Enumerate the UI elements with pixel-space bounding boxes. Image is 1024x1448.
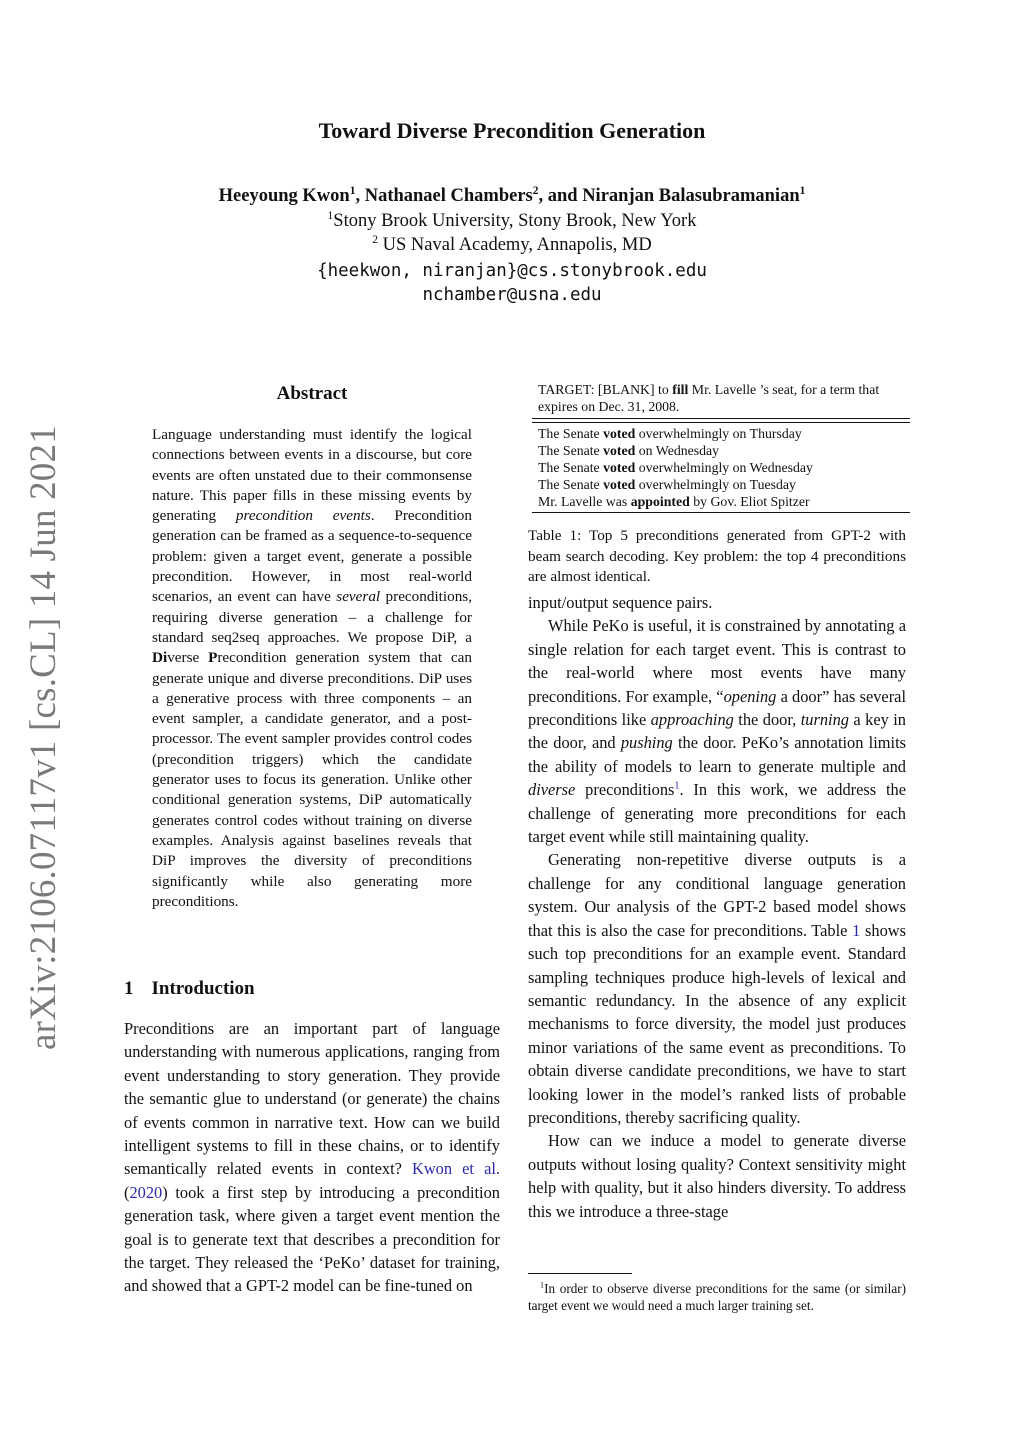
table-bold: fill <box>672 382 689 397</box>
body-emphasis: approaching <box>650 710 734 730</box>
author-separator: , and <box>538 186 583 206</box>
body-emphasis: diverse <box>528 780 576 800</box>
table-text: overwhelmingly on Tuesday <box>635 477 796 492</box>
body-text: shows such top preconditions for an example event. Standard sampling techniques produce high-levels of lexical and semantic redundancy. In the absence of any explicit mechanisms to force diversity, the model just produces minor variations of the same event as preconditions. To obtain diverse candidate preconditions, we have to start looking lower in the model’s ranked lists of probable preconditions, thereby sacrificing quality. <box>528 920 906 1127</box>
table-ref-link[interactable]: 1 <box>852 920 861 940</box>
affiliation-1 <box>0 211 1024 232</box>
body-text: While PeKo is useful, it is constrained by annotating a single relation for each target event. This is contrast to the real-world where most events have many preconditions. For example, “ <box>528 616 906 706</box>
table-text: overwhelmingly on Wednesday <box>635 460 813 475</box>
table-bold: appointed <box>630 494 690 509</box>
table-bold: voted <box>603 460 636 475</box>
abstract-body <box>152 425 472 912</box>
body-emphasis: pushing <box>620 733 673 753</box>
section-title: Introduction <box>151 978 255 999</box>
arxiv-identifier: arXiv:2106.07117v1 [cs.CL] 14 Jun 2021 <box>23 425 64 1050</box>
author-affiliation-mark: 2 <box>532 184 539 197</box>
intro-text: took a first step by introducing a precondition generation task, where given a target event mention the goal is to generate text that describes a precondition for the target. They released the ‘PeKo’ dataset for training, and showed that a GPT-2 model can be fine-tuned on <box>124 1182 500 1296</box>
affiliation-text: Stony Brook University, Stony Brook, New York <box>333 211 697 231</box>
author-email[interactable]: {heekwon, niranjan}@cs.stonybrook.edu <box>317 261 707 281</box>
paper-title: Toward Diverse Precondition Generation <box>318 118 706 143</box>
table-caption: Table 1: Top 5 preconditions generated from GPT-2 with beam search decoding. Key problem: the top 4 preconditions are almost identical. <box>528 527 906 586</box>
body-text: the door, <box>733 710 801 730</box>
citation-paren: ( <box>124 1182 130 1202</box>
table-text: The Senate <box>538 460 604 475</box>
footnote <box>528 1280 906 1314</box>
affiliation-mark: 2 <box>372 233 379 246</box>
table-text: TARGET: [BLANK] to <box>538 382 673 397</box>
right-column-body <box>528 591 906 1223</box>
author-affiliation-mark: 1 <box>799 184 806 197</box>
table-row <box>538 493 904 510</box>
author-name: Heeyoung Kwon <box>218 186 350 206</box>
continued-text: input/output sequence pairs. <box>528 593 713 612</box>
citation-link[interactable]: Kwon et al. <box>412 1159 500 1179</box>
abstract-text: preconditions, requiring diverse generation – a challenge for standard seq2seq approaches. We propose DiP, a <box>152 588 473 646</box>
paragraph <box>528 614 906 848</box>
table-row <box>538 476 904 493</box>
table-text: Mr. Lavelle was <box>538 494 631 509</box>
table-text: The Senate <box>538 443 604 458</box>
abstract-emphasis: precondition events <box>235 507 371 525</box>
table-text: The Senate <box>538 477 604 492</box>
footnote-mark: 1 <box>540 1280 545 1290</box>
section-heading <box>124 978 255 1000</box>
table-text: Mr. Lavelle ’s seat, for a term that expires on Dec. 31, 2008. <box>538 382 880 414</box>
table-row <box>538 425 904 442</box>
abstract-bold: Di <box>152 649 168 667</box>
affiliation-text: US Naval Academy, Annapolis, MD <box>378 235 652 255</box>
section-number: 1 <box>124 978 134 999</box>
body-text: Generating non-repetitive diverse outputs is a challenge for any conditional language generation system. Our analysis of the GPT-2 based model shows that this is also the case for preconditions. Table <box>528 850 906 940</box>
intro-text: Preconditions are an important part of language understanding with numerous applications, ranging from event understanding to story generation. They provide the semantic glue to understand (or generate) the chains of events common in narrative text. How can we build intelligent systems to fill in these chains, or to identify semantically related events in context? <box>124 1019 500 1179</box>
table-1 <box>538 381 904 513</box>
table-row <box>538 459 904 476</box>
footnote-text: In order to observe diverse preconditions for the same (or similar) target event we would need a much larger training set. <box>528 1281 906 1313</box>
author-email[interactable]: nchamber@usna.edu <box>422 285 602 305</box>
body-text: a door” has several preconditions like <box>528 686 906 730</box>
abstract-text: Language understanding must identify the logical connections between events in a discourse, but core events are often unstated due to their commonsense nature. This paper fills in these missing events by generating <box>152 426 472 525</box>
footnote-link[interactable]: 1 <box>674 780 680 792</box>
abstract-bold: P <box>208 649 218 667</box>
affiliation-mark: 1 <box>327 209 334 222</box>
author-list <box>0 186 1024 207</box>
body-text: preconditions <box>575 780 675 800</box>
body-emphasis: turning <box>800 710 849 730</box>
body-text: . In this work, we address the challenge of generating more preconditions for each target event while still maintaining quality. <box>528 780 906 847</box>
author-separator: , <box>355 186 365 206</box>
abstract-heading: Abstract <box>276 383 348 404</box>
table-text: overwhelmingly on Thursday <box>635 426 802 441</box>
table-bold: voted <box>603 477 636 492</box>
table-text: The Senate <box>538 426 604 441</box>
abstract-text: . Precondition generation can be framed as a sequence-to-sequence problem: given a target event, generate a possible precondition. However, in most real-world scenarios, an event can have <box>152 507 472 606</box>
paragraph <box>528 848 906 1129</box>
body-emphasis: opening <box>723 686 777 706</box>
citation-paren: ) <box>162 1182 168 1202</box>
affiliation-2 <box>0 235 1024 256</box>
table-text: by Gov. Eliot Spitzer <box>689 494 810 509</box>
table-target-row <box>538 381 904 417</box>
table-bottom-rule <box>532 512 910 513</box>
abstract-emphasis: several <box>336 588 381 606</box>
introduction-body <box>124 1017 500 1298</box>
table-double-rule <box>532 418 910 423</box>
abstract-text: recondition generation system that can generate unique and diverse preconditions. DiP uses a generative process with three components – an event sampler, a candidate generator, and a post-processor. The event sampler provides control codes (precondition triggers) which the candidate generator uses to focus its generation. Unlike other conditional generation systems, DiP automatically generates control codes without training on diverse examples. Analysis against baselines reveals that DiP improves the diversity of preconditions significantly while also generating more preconditions. <box>152 649 472 910</box>
author-affiliation-mark: 1 <box>349 184 356 197</box>
paragraph: How can we induce a model to generate diverse outputs without losing quality? Context sensitivity might help with quality, but it also hinders diversity. To address this we introduce a three-stage <box>528 1131 906 1221</box>
table-bold: voted <box>603 443 636 458</box>
citation-year-link[interactable]: 2020 <box>129 1182 163 1202</box>
body-text: a key in the door, and <box>528 710 906 753</box>
table-bold: voted <box>603 426 636 441</box>
abstract-text: verse <box>167 649 209 667</box>
table-row <box>538 442 904 459</box>
author-name: Nathanael Chambers <box>364 186 533 206</box>
body-text: the door. PeKo’s annotation limits the ability of models to learn to generate multiple and <box>528 733 907 776</box>
table-text: on Wednesday <box>635 443 720 458</box>
footnote-rule <box>528 1273 632 1274</box>
author-name: Niranjan Balasubramanian <box>582 186 800 206</box>
